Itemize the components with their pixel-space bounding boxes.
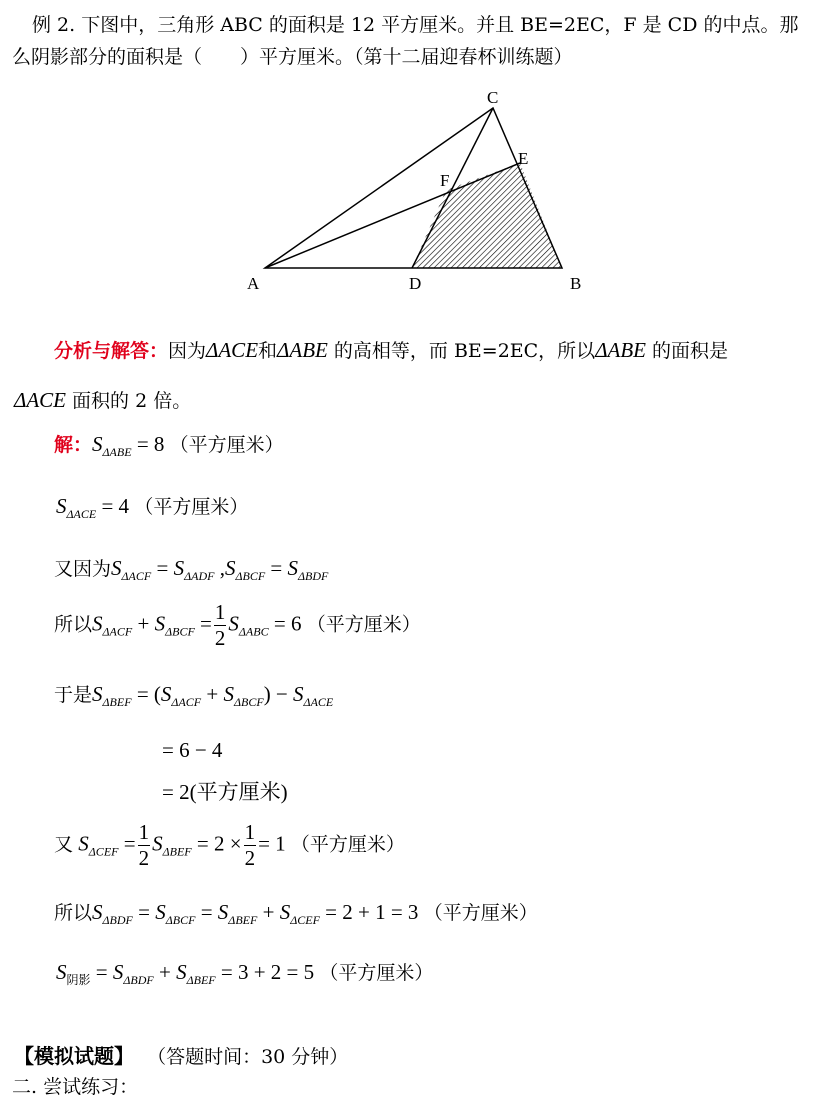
unit: （平方厘米） [319,963,434,984]
subscript: 阴影 [66,973,91,987]
unit: （平方厘米） [423,903,538,924]
subscript: ΔBEF [162,844,192,859]
solution-line-4: 所以$S_{\Delta ACF} + S_{\Delta BCF}$ = $\frac{1}{2}$ $S_{\Delta ABC} = 6$ （平方厘米） [54,600,421,650]
solution-line-3: 又因为$S_{\Delta ACF} = S_{\Delta ADF}$ $,S_{\Delta BCF} = S_{\Delta BDF}$ [54,556,329,583]
analysis-text: 面积的 2 倍。 [66,390,192,412]
subscript: ΔBEF [102,695,132,709]
text: 于是 [54,685,93,706]
subscript: ΔCEF [88,844,119,859]
unit: （平方厘米） [169,435,284,456]
symbol-s: S [92,432,103,456]
math-term: ΔABE [277,338,328,362]
fraction-half: $\frac{1}{2}$ [138,820,150,870]
value: = 3 + 2 = 5 [215,960,315,984]
analysis-label: 分析与解答： [54,340,169,362]
label-e: E [518,149,529,168]
fraction-half: $\frac{1}{2}$ [214,600,226,650]
math-term: ΔABE [595,338,646,362]
subscript: ΔBDF [102,913,133,927]
answer-time: （答题时间：30 分钟） [147,1046,349,1068]
solution-line-7 [162,776,288,806]
value: = 2 × [191,831,242,856]
analysis-text: 的高相等，而 BE=2EC，所以 [327,340,596,362]
subscript: ΔACF [171,695,202,709]
solution-line-5: 于是$S_{\Delta BEF} = (S_{\Delta ACF} + S_{\Delta BCF}) - S_{\Delta ACE}$ [54,682,334,709]
label-c: C [487,88,499,107]
text: 所以 [54,903,93,924]
text: 所以 [54,614,93,636]
fraction-half: $\frac{1}{2}$ [244,820,256,870]
subscript: ΔBEF [186,973,216,987]
solution-line-8: 又 $S_{\Delta CEF}$ = $\frac{1}{2}$ $S_{\Delta BEF} = 2$ × $\frac{1}{2}$ = 1 （平方厘米） [54,820,405,870]
analysis-text: 的面积是 [646,340,729,362]
value: = 2 + 1 = 3 [319,900,419,924]
subscript: ΔCEF [290,913,320,927]
value: = 8 [131,432,165,456]
label-a: A [247,274,260,293]
solution-line-1 [54,430,284,460]
triangle-figure [230,80,610,305]
value: = 4 [96,494,130,518]
unit: （平方厘米） [134,497,249,518]
unit: （平方厘米） [306,614,421,636]
subscript: ΔACE [66,507,97,521]
subscript: ΔACF [121,569,152,583]
solution-line-2 [56,492,248,522]
solution-line-10: $S_{阴影} = S_{\Delta BDF} + S_{\Delta BEF} = 3 + 2 = 5$ （平方厘米） [56,960,434,987]
subscript: ΔABC [238,624,269,639]
analysis-text: 和 [258,340,278,362]
value: = 6 [268,611,302,636]
value: = 1 [258,831,286,856]
analysis-line-2 [14,386,191,413]
subscript: ΔACE [303,695,334,709]
label-f: F [440,171,450,190]
unit: (平方厘米) [189,780,288,804]
text: 又 [54,834,74,856]
solution-line-6: = 6 − 4 [162,738,223,762]
text: 又因为 [54,559,112,580]
section-title: 【模拟试题】 [14,1044,134,1068]
subscript: ΔBCF [235,569,266,583]
subscript: ΔBDF [298,569,329,583]
math-term: ΔACE [14,388,66,412]
subscript: ΔBDF [123,973,154,987]
subscript: ΔABE [102,445,132,459]
subscript: ΔBCF [165,913,196,927]
subsection-header: 二. 尝试练习： [12,1076,139,1098]
analysis-text: 因为 [168,340,207,362]
subscript: ΔADF [184,569,215,583]
problem-line-1: 例 2. 下图中，三角形 ABC 的面积是 12 平方厘米。并且 BE=2EC，F 是 CD 的中点。那 [32,14,799,36]
solution-label: 解： [54,435,93,456]
unit: （平方厘米） [290,834,405,856]
math-term: ΔACE [206,338,259,362]
analysis-line-1 [54,336,728,363]
subscript: ΔACF [102,624,133,639]
symbol-s: S [56,494,67,518]
subscript: ΔBCF [165,624,195,639]
subscript: ΔBEF [228,913,258,927]
label-b: B [570,274,582,293]
problem-line-2: 么阴影部分的面积是（ ）平方厘米。（第十二届迎春杯训练题） [12,46,573,68]
subscript: ΔBCF [233,695,264,709]
solution-line-9: 所以$S_{\Delta BDF} = S_{\Delta BCF} = S_{\Delta BEF} + S_{\Delta CEF} = 2 + 1 = 3$ （平方厘米） [54,900,538,927]
section-header [14,1040,348,1069]
label-d: D [409,274,422,293]
value: = 2 [162,780,190,804]
